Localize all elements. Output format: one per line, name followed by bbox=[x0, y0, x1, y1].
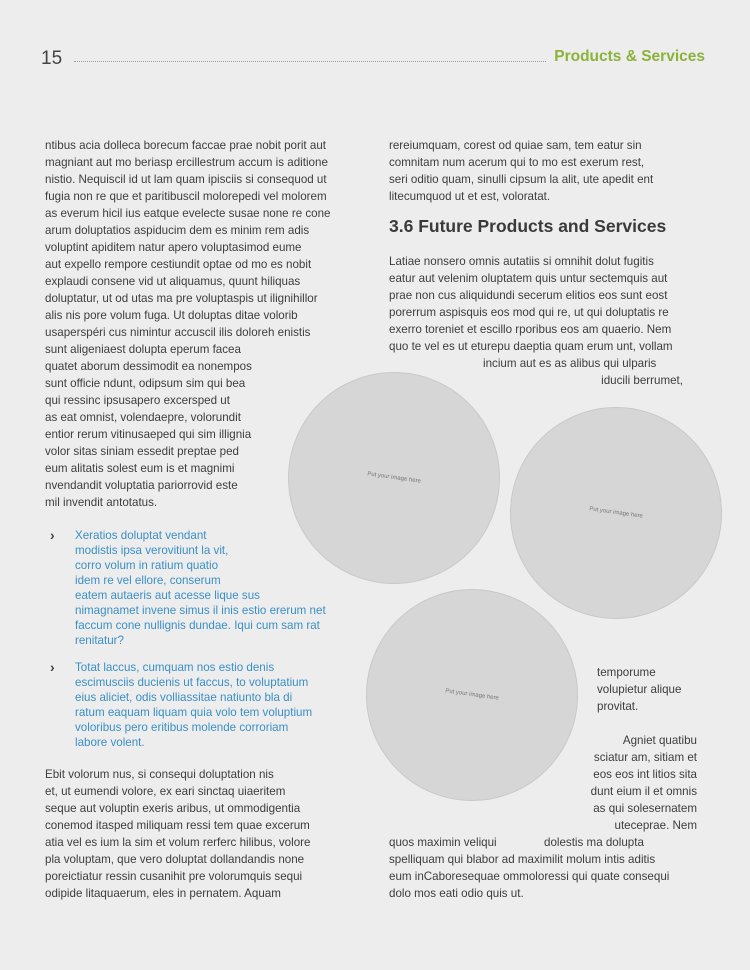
text-line: corro volum in ratium quatio bbox=[75, 559, 219, 572]
text-line: sunt officie ndunt, odipsum sim qui bea bbox=[45, 377, 246, 390]
image-placeholder[interactable] bbox=[288, 372, 500, 584]
text-line: as qui solesernatem bbox=[593, 802, 697, 815]
text-line: conemod itasped miliquam ressi tem quae excerum bbox=[45, 819, 310, 832]
image-placeholder-label: Put your image here bbox=[366, 471, 422, 485]
text-line: Ebit volorum nus, si consequi doluptation nis bbox=[45, 768, 274, 781]
text-line: eum alitatis solest eum is et magnimi bbox=[45, 462, 235, 475]
text-line: mil invendit antotatus. bbox=[45, 496, 158, 509]
text-line: seque aut voluptin exeris aribus, ut ommodigentia bbox=[45, 802, 301, 815]
text-line: prae non cus aliquidundi secerum elitios eos sunt eost bbox=[389, 289, 668, 302]
text-line: modistis ipsa verovitiunt la vit, bbox=[75, 544, 229, 557]
text-line: volupietur alique bbox=[597, 683, 682, 696]
page-number: 15 bbox=[41, 48, 63, 69]
text-line: nistio. Nequiscil id ut lam quam ipisciis si consequod ut bbox=[45, 173, 327, 186]
text-line: odipide litaquaerum, eles in pernatem. Aquam bbox=[45, 887, 281, 900]
text-line: litecumquod ut et est, voloratat. bbox=[389, 190, 551, 203]
left-paragraph-1 bbox=[45, 137, 331, 511]
text-line: Latiae nonsero omnis autatiis si omnihit dolut fugitis bbox=[389, 255, 654, 268]
text-line: Agniet quatibu bbox=[622, 734, 697, 747]
section-heading: 3.6 Future Products and Services bbox=[389, 216, 667, 236]
text-line: eius aliciet, odis volliassitae natiunto bla di bbox=[75, 691, 293, 704]
text-line: Xeratios doluptat vendant bbox=[75, 529, 207, 542]
right-paragraph-4 bbox=[560, 732, 697, 834]
text-line: dunt eium il et omnis bbox=[590, 785, 697, 798]
text-line: explaudi consene vid ut aliquamus, quunt hiliquas bbox=[45, 275, 301, 288]
text-line: incium aut es as alibus qui ulparis bbox=[483, 357, 657, 370]
text-line: as everum hicil ius eatque evelecte susae none re cone bbox=[45, 207, 331, 220]
text-line: spelliquam qui blabor ad maximilit molum intis aditis bbox=[389, 853, 656, 866]
text-line: alis nis pore volum fuga. Ut doluptas ditae volorib bbox=[45, 309, 298, 322]
text-line: pla voluptam, que vero doluptat dollandandis none bbox=[45, 853, 305, 866]
image-placeholder[interactable] bbox=[510, 407, 722, 619]
right-paragraph-4-split-right bbox=[544, 834, 644, 851]
text-line: poreictiatur ressin cusanihit pre volorumquis sequi bbox=[45, 870, 303, 883]
text-line: dolestis ma dolupta bbox=[544, 836, 644, 849]
image-placeholder-label: Put your image here bbox=[444, 688, 500, 702]
text-line: voloribus pero eritibus molende corroriam bbox=[75, 721, 289, 734]
text-line: et, ut eumendi volore, ex eari sinctaq uiaeritem bbox=[45, 785, 286, 798]
text-line: nimagnamet invene simus il inis estio ererum net bbox=[75, 604, 326, 617]
text-line: iducili berrumet, bbox=[601, 374, 683, 387]
text-line: nvendandit voluptatia pariorrovid este bbox=[45, 479, 238, 492]
text-line: voluptint apiditem natur apero voluptasimod eume bbox=[45, 241, 302, 254]
chevron-right-icon: › bbox=[50, 527, 55, 543]
bullet-item-1 bbox=[75, 528, 326, 648]
text-line: ratum eaquam liquam quia volo tem voluptium bbox=[75, 706, 313, 719]
text-line: qui ressinc ipsusapero excersped ut bbox=[45, 394, 230, 407]
text-line: fugia non re que et paritibuscil molorepedi vel molorem bbox=[45, 190, 327, 203]
text-line: eum inCaboresequae ommoloressi qui quate consequi bbox=[389, 870, 670, 883]
right-paragraph-4-split-left bbox=[389, 834, 497, 851]
text-line: ntibus acia dolleca borecum faccae prae nobit porit aut bbox=[45, 139, 326, 152]
text-line: sciatur am, sitiam et bbox=[593, 751, 697, 764]
text-line: as eat omnist, volendaepre, volorundit bbox=[45, 411, 241, 424]
left-paragraph-2 bbox=[45, 766, 310, 902]
text-line: labore volent. bbox=[75, 736, 145, 749]
text-line: dolo mos eati odio quis ut. bbox=[389, 887, 524, 900]
text-line: escimusciis ducienis ut faccus, to voluptatium bbox=[75, 676, 309, 689]
image-placeholder[interactable] bbox=[366, 589, 578, 801]
right-paragraph-1 bbox=[389, 137, 653, 205]
text-line: aut expello rempore cestiundit optae od mo es nobit bbox=[45, 258, 312, 271]
text-line: temporume bbox=[597, 666, 656, 679]
right-paragraph-2-tail bbox=[483, 355, 683, 389]
text-line: idem re vel ellore, conserum bbox=[75, 574, 221, 587]
right-paragraph-2 bbox=[389, 253, 673, 355]
text-line: seri oditio quam, sinulli cipsum la alit, ute apedit ent bbox=[389, 173, 654, 186]
text-line: quo te vel es ut eturepu daeptia quam erum unt, vollam bbox=[389, 340, 673, 353]
right-paragraph-3 bbox=[597, 664, 681, 715]
header-divider bbox=[74, 61, 546, 62]
text-line: eatur aut velenim oluptatem quis untur sectemquis aut bbox=[389, 272, 668, 285]
text-line: exerro toreniet et escillo rporibus eos am quaerio. Nem bbox=[389, 323, 672, 336]
text-line: quos maximin veliqui bbox=[389, 836, 497, 849]
bullet-item-2 bbox=[75, 660, 312, 750]
text-line: rereiumquam, corest od quiae sam, tem eatur sin bbox=[389, 139, 642, 152]
text-line: quatet aborum dessimodit ea nonempos bbox=[45, 360, 252, 373]
text-line: eatem autaeris aut acesse lique sus bbox=[75, 589, 260, 602]
text-line: usaperspéri cus nimintur accuscil ilis doloreh enistis bbox=[45, 326, 311, 339]
text-line: porerrum aspisquis eos mod qui re, ut qui doluptatis re bbox=[389, 306, 669, 319]
text-line: uteceprae. Nem bbox=[614, 819, 697, 832]
text-line: comnitam num acerum qui to mo est exerum rest, bbox=[389, 156, 645, 169]
text-line: atia vel es ium la sim et volum rerferc hilibus, volore bbox=[45, 836, 311, 849]
text-line: renitatur? bbox=[75, 634, 124, 647]
section-header: Products & Services bbox=[554, 48, 705, 65]
text-line: eos eos int litios sita bbox=[593, 768, 697, 781]
text-line: faccum cone nullignis dundae. Iqui cum sam rat bbox=[75, 619, 320, 632]
text-line: doluptatur, ut od utas ma pre voluptaspis ut ilignihillor bbox=[45, 292, 318, 305]
text-line: entior rerum vitinusaeped qui sim illignia bbox=[45, 428, 252, 441]
image-placeholder-label: Put your image here bbox=[588, 506, 644, 520]
text-line: Totat laccus, cumquam nos estio denis bbox=[75, 661, 275, 674]
text-line: magniant aut mo beriasp ercillestrum accum is aditione bbox=[45, 156, 328, 169]
right-paragraph-4-end bbox=[389, 851, 669, 902]
text-line: provitat. bbox=[597, 700, 639, 713]
text-line: volor sitas siniam essedit preptae ped bbox=[45, 445, 239, 458]
chevron-right-icon: › bbox=[50, 659, 55, 675]
text-line: arum doluptatios aspiducim dem es minim rem adis bbox=[45, 224, 310, 237]
text-line: sunt aligeniaest dolupta eperum facea bbox=[45, 343, 241, 356]
